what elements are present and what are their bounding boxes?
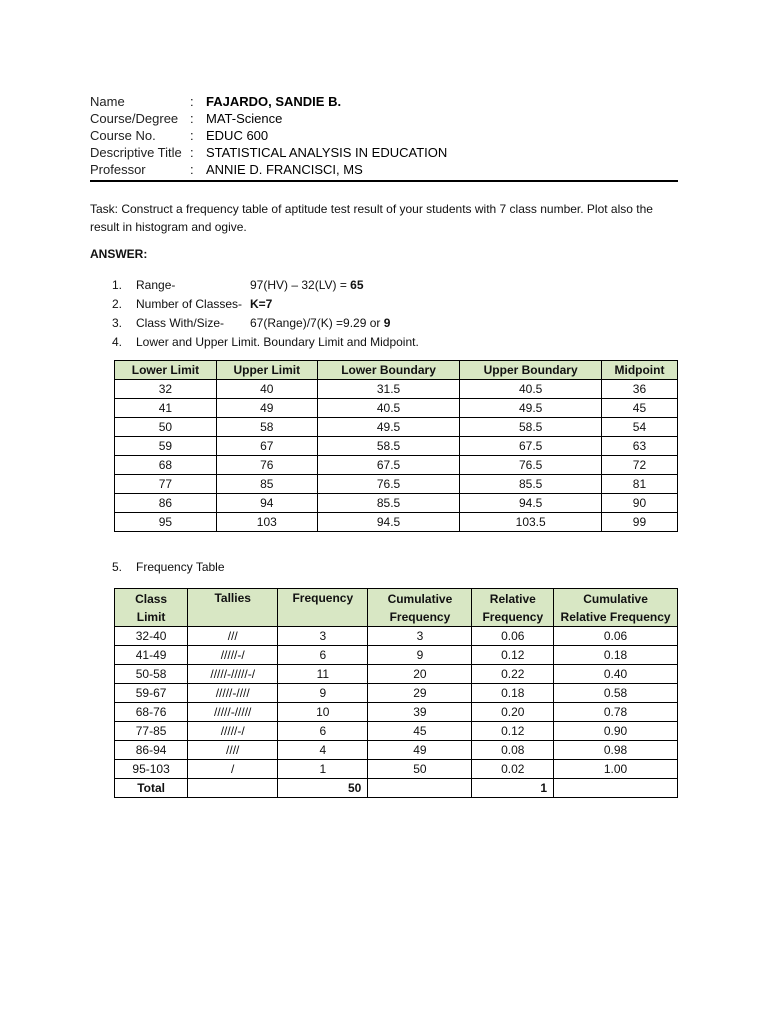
table-row [115,513,678,532]
info-label: Name [90,94,125,109]
table-cell: 40.5 [460,380,602,399]
step-item [112,276,419,295]
total-row [115,779,678,798]
column-header [188,589,278,627]
info-row-professor [90,161,678,178]
table-cell: 85 [216,475,317,494]
frequency-table-body [115,627,678,798]
table-cell [368,779,472,798]
answer-label: ANSWER: [90,247,148,261]
table-cell: 50-58 [115,665,188,684]
table-cell: 68-76 [115,703,188,722]
student-info [90,93,678,178]
table-cell: 11 [278,665,368,684]
info-label: Professor [90,162,146,177]
table-cell: 95-103 [115,760,188,779]
header-line: Frequency [389,609,451,624]
table-cell: 40.5 [317,399,460,418]
header-line: Cumulative [583,591,648,606]
header-line [278,607,367,625]
step-item [112,314,419,333]
frequency-table [114,588,678,798]
step-value-text: 97(HV) – 32(LV) = [250,278,351,292]
table-header-row [115,361,678,380]
table-cell: 3 [278,627,368,646]
table-cell: 31.5 [317,380,460,399]
table-cell: 72 [601,456,677,475]
table-cell: 0.18 [554,646,678,665]
info-colon: : [190,111,194,126]
info-row-course-degree [90,110,678,127]
table-cell: 85.5 [317,494,460,513]
table-cell: 99 [601,513,677,532]
step-number: 3. [112,316,123,330]
table-cell: 58 [216,418,317,437]
table-cell: 45 [368,722,472,741]
table-row [115,741,678,760]
column-header: Upper Boundary [460,361,602,380]
table-row [115,475,678,494]
table-cell: 0.78 [554,703,678,722]
info-row-course-no [90,127,678,144]
table-cell: /////-/ [188,646,278,665]
table-cell: 81 [601,475,677,494]
table-row [115,760,678,779]
table-cell: /////-///// [188,703,278,722]
table-row [115,665,678,684]
header-line: Limit [136,609,166,624]
table-cell: 41-49 [115,646,188,665]
info-row-descriptive-title [90,144,678,161]
table-cell: 0.98 [554,741,678,760]
info-row-name [90,93,678,110]
header-line: Relative Frequency [560,609,671,624]
table-cell: 95 [115,513,217,532]
table-cell: 54 [601,418,677,437]
table-row [115,646,678,665]
column-header: Upper Limit [216,361,317,380]
table-cell: 76.5 [460,456,602,475]
step-number: 1. [112,278,123,292]
table-cell: 0.58 [554,684,678,703]
table-cell: 94 [216,494,317,513]
table-cell [554,779,678,798]
step-number: 2. [112,297,123,311]
table-cell: 45 [601,399,677,418]
header-line: Cumulative [387,591,453,606]
task-text: Task: Construct a frequency table of aptitude test result of your students with 7 class number. Plot also the result in histogram and ogive. [90,202,653,234]
info-label: Course/Degree [90,111,179,126]
column-header [368,589,472,627]
table-cell: 32 [115,380,217,399]
section-5-heading [112,560,225,574]
table-cell: 85.5 [460,475,602,494]
table-row [115,627,678,646]
column-header: Lower Boundary [317,361,460,380]
table-cell: 49 [368,741,472,760]
header-line [188,607,277,625]
table-cell: 0.22 [472,665,554,684]
table-cell: 3 [368,627,472,646]
table-cell: 6 [278,722,368,741]
column-header [278,589,368,627]
table-cell: 39 [368,703,472,722]
table-cell: 0.40 [554,665,678,684]
header-divider [90,180,678,182]
table-cell: 0.18 [472,684,554,703]
table-cell: 6 [278,646,368,665]
table-cell: 9 [368,646,472,665]
table-cell: 103.5 [460,513,602,532]
info-value: MAT-Science [206,111,283,126]
info-value: EDUC 600 [206,128,269,143]
table-cell: 10 [278,703,368,722]
info-colon: : [190,162,194,177]
step-item [112,295,419,314]
table-cell: 77-85 [115,722,188,741]
table-cell: 49.5 [317,418,460,437]
table-row [115,703,678,722]
column-header [115,589,188,627]
column-header: Lower Limit [115,361,217,380]
table-cell: 94.5 [460,494,602,513]
table-cell: 103 [216,513,317,532]
header-line: Frequency [292,591,354,605]
table-cell: 90 [601,494,677,513]
table-cell: 0.02 [472,760,554,779]
info-colon: : [190,128,194,143]
table-cell: 86 [115,494,217,513]
table-cell: 49 [216,399,317,418]
step-value-result: K=7 [250,297,273,311]
table-cell: 0.06 [554,627,678,646]
table-cell: 67 [216,437,317,456]
table-cell: /////-/////-/ [188,665,278,684]
table-cell: /////-//// [188,684,278,703]
table-cell: 94.5 [317,513,460,532]
step-item [112,333,419,352]
step-value [250,295,272,314]
table-cell: / [188,760,278,779]
header-line: Frequency [482,609,544,624]
column-header [554,589,678,627]
column-header: Midpoint [601,361,677,380]
table-cell: 0.20 [472,703,554,722]
step-label: Class With/Size- [136,316,225,330]
info-colon: : [190,94,194,109]
step-number: 5. [112,560,123,574]
step-value [250,314,390,333]
step-value-text: 67(Range)/7(K) =9.29 or [250,316,384,330]
table-cell: 49.5 [460,399,602,418]
table-cell: 0.12 [472,646,554,665]
info-value: FAJARDO, SANDIE B. [206,94,342,109]
step-label: Range- [136,278,176,292]
total-frequency: 50 [278,779,368,798]
table-cell: 4 [278,741,368,760]
total-label: Total [115,779,188,798]
table-cell: 9 [278,684,368,703]
table-cell: 77 [115,475,217,494]
column-header [472,589,554,627]
info-label: Course No. [90,128,156,143]
table-cell: 67.5 [460,437,602,456]
table-cell: 0.08 [472,741,554,760]
table-cell: 1 [278,760,368,779]
table-row [115,456,678,475]
table-cell: 67.5 [317,456,460,475]
table-cell: 59 [115,437,217,456]
info-colon: : [190,145,194,160]
header-line: Relative [489,591,536,606]
table-row [115,494,678,513]
table-cell: 59-67 [115,684,188,703]
table-cell: 58.5 [460,418,602,437]
step-number: 4. [112,335,123,349]
table-cell: 40 [216,380,317,399]
table-cell: /// [188,627,278,646]
table-row [115,399,678,418]
total-relative-frequency: 1 [472,779,554,798]
table-cell: 1.00 [554,760,678,779]
limits-table [114,360,678,532]
table-cell: 41 [115,399,217,418]
step-value-result: 65 [350,278,364,292]
table-row [115,684,678,703]
step-value [250,276,364,295]
table-cell: 0.12 [472,722,554,741]
table-row [115,437,678,456]
limits-table-body [115,380,678,532]
table-row [115,418,678,437]
info-value: STATISTICAL ANALYSIS IN EDUCATION [206,145,448,160]
table-cell: 76 [216,456,317,475]
table-cell: 63 [601,437,677,456]
step-label: Number of Classes- [136,297,243,311]
table-cell: 36 [601,380,677,399]
table-row [115,380,678,399]
info-value: ANNIE D. FRANCISCI, MS [206,162,363,177]
table-cell: 58.5 [317,437,460,456]
header-line: Class [135,591,168,606]
table-cell: 50 [115,418,217,437]
table-cell [188,779,278,798]
table-header-row [115,589,678,627]
table-cell: /////-/ [188,722,278,741]
step-label: Lower and Upper Limit. Boundary Limit and Midpoint. [136,335,419,349]
table-cell: 0.06 [472,627,554,646]
table-cell: 86-94 [115,741,188,760]
table-cell: 68 [115,456,217,475]
table-cell: 32-40 [115,627,188,646]
table-cell: 29 [368,684,472,703]
table-cell: 0.90 [554,722,678,741]
header-line: Tallies [214,591,251,605]
step-value-result: 9 [383,316,391,330]
table-row [115,722,678,741]
table-cell: 50 [368,760,472,779]
info-label: Descriptive Title [90,145,182,160]
table-cell: //// [188,741,278,760]
section-title: Frequency Table [136,560,225,574]
steps-list [112,276,419,352]
table-cell: 20 [368,665,472,684]
table-cell: 76.5 [317,475,460,494]
